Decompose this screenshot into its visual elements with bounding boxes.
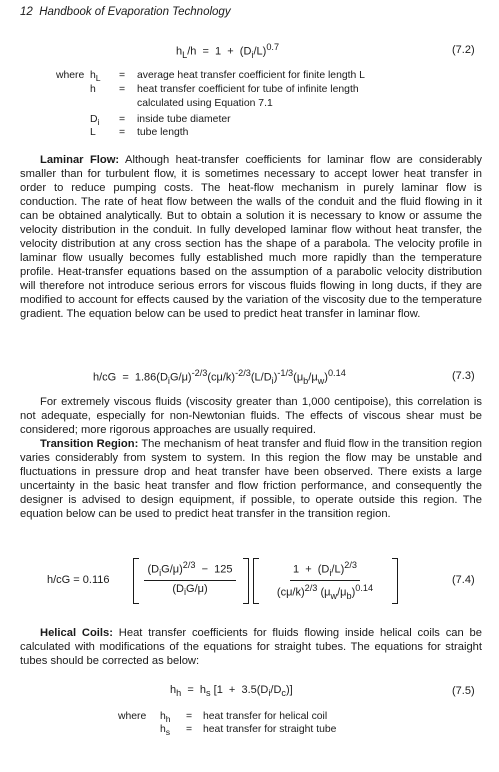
section-heading: Transition Region: — [40, 438, 139, 450]
section-heading: Helical Coils: — [40, 627, 113, 639]
def-text: heat transfer for helical coil — [203, 711, 328, 722]
equation-7-3: $h/cG = 1.86(D_iG/\mu)^{-2/3}(c\mu/k)^{-2/3}(L/D_i)^{-1/3}(\mu_b/\mu_w)^{0.14}$ — [93, 368, 346, 386]
where-label: where — [118, 711, 147, 722]
helical-coils-paragraph — [20, 626, 482, 668]
left-bracket — [253, 558, 259, 604]
def-text: tube length — [137, 127, 189, 138]
def-equals: = — [119, 70, 126, 81]
page-header — [20, 6, 231, 18]
equation-7-5: $h_h = h_s$ $[1 + 3.5(D_i/D_c)]$ — [170, 684, 293, 699]
def-equals: = — [119, 114, 126, 125]
page-number: 12 — [20, 6, 33, 18]
equation-7-4-lhs: h/cG = 0.116 — [47, 574, 110, 586]
left-bracket — [133, 558, 139, 604]
section-heading: Laminar Flow: — [40, 154, 120, 166]
paragraph-text: Although heat-transfer coefficients for laminar flow are considerably smaller than for turbulent flow, it is sometimes necessary to accept lower heat transfer in order to reduce pumping costs. The heat-flow mechanism in purely laminar flow is conduction. The rate of heat flow between the walls of the conduit and the fluid flowing in it can be obtained analytically. But to obtain a solution it is necessary to know or assume the velocity distribution in the conduit. In fully developed laminar flow without heat transfer, the velocity distribution at any cross section has the shape of a parabola. The velocity profile in laminar flow usually becomes fully established much more rapidly than the temperature profile. Heat-transfer equations based on the assumption of a parabolic velocity distribution will therefore not introduce serious errors for viscous fluids flowing in long ducts, if they are modified to account for effects caused by the variation of the viscosity due to the temperature gradient. The equation below can be used to predict heat transfer in laminar flow. — [20, 154, 482, 320]
fraction-1: $\frac{(D_iG/\mu)^{2/3} - 125}{(D_iG/\mu)}$ — [140, 560, 240, 597]
symbol-hL: $h_L$ — [90, 70, 101, 84]
symbol-h: h — [90, 84, 96, 95]
def-text: heat transfer for straight tube — [203, 724, 337, 735]
right-bracket — [392, 558, 398, 604]
symbol-Di: $D_i$ — [90, 114, 100, 128]
def-text: average heat transfer coefficient for finite length L — [137, 70, 365, 81]
def-text: inside tube diameter — [137, 114, 231, 125]
fraction-2: $\frac{1 + (D_i/L)^{2/3}}{(c\mu/k)^{2/3} (\mu_w/\mu_b)^{0.14}}$ — [276, 560, 374, 601]
equation-number: (7.4) — [452, 574, 475, 586]
equation-7-2: $h_L/h = 1 + (D_i/L)^{0.7}$ — [176, 42, 280, 60]
equation-number: (7.2) — [452, 44, 475, 56]
equation-number: (7.3) — [452, 370, 475, 382]
def-text: heat transfer coefficient for tube of infinite length — [137, 84, 359, 95]
symbol-hh: $h_h$ — [160, 711, 171, 725]
equation-number: (7.5) — [452, 685, 475, 697]
transition-paragraphs — [20, 395, 482, 521]
symbol-hs: $h_s$ — [160, 724, 171, 738]
def-text: calculated using Equation 7.1 — [137, 98, 273, 109]
where-label: where — [56, 70, 85, 81]
laminar-flow-paragraph — [20, 153, 482, 321]
def-equals: = — [119, 84, 126, 95]
def-equals: = — [119, 127, 126, 138]
right-bracket — [243, 558, 249, 604]
def-equals: = — [186, 724, 193, 735]
def-equals: = — [186, 711, 193, 722]
paragraph-text: For extremely viscous fluids (viscosity greater than 1,000 centipoise), this correlation is not adequate, especially for non-Newtonian fluids. The effects of viscous shear must be considered; more rigorous approaches are usually required. — [20, 396, 482, 436]
book-title: Handbook of Evaporation Technology — [39, 6, 231, 18]
paragraph-text: Heat transfer coefficients for fluids flowing inside helical coils can be calculated with modifications of the equations for straight tubes. The equations for straight tubes should be corrected as below: — [20, 627, 482, 667]
symbol-L: L — [90, 127, 96, 138]
paragraph-text: The mechanism of heat transfer and fluid flow in the transition region varies considerably from system to system. In this region the flow may be unstable and fluctuations in pressure drop and heat transfer have been observed. There exists a large uncertainty in the basic heat transfer and flow friction performance, and consequently the designer is advised to design equipment, if possible, to operate outside this region. The equation below can be used to predict heat transfer in the transition region. — [20, 438, 483, 520]
